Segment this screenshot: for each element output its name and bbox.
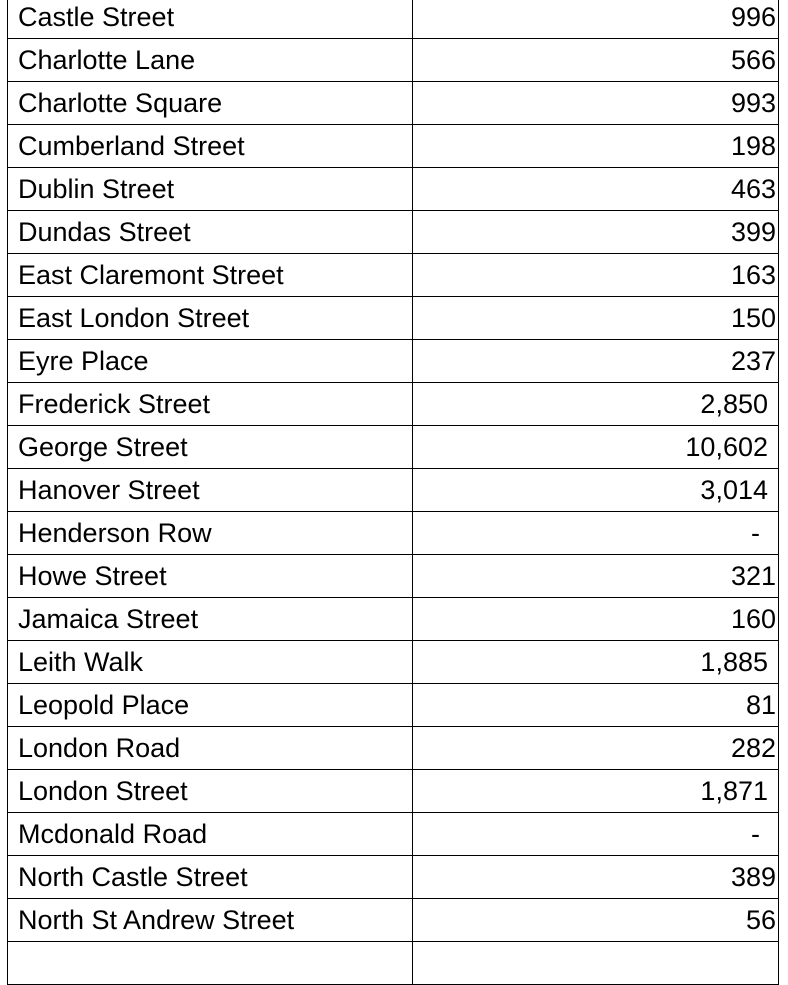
street-name-cell[interactable]: East Claremont Street — [8, 254, 413, 297]
street-value-cell[interactable]: 463 — [413, 168, 779, 211]
table-row — [8, 555, 779, 598]
street-values-table — [7, 0, 779, 985]
table-row — [8, 383, 779, 426]
table-row — [8, 469, 779, 512]
table-body — [8, 0, 779, 985]
table-row — [8, 340, 779, 383]
street-value-cell[interactable]: 10,602 — [413, 426, 779, 469]
table-row — [8, 813, 779, 856]
street-name-cell[interactable]: Frederick Street — [8, 383, 413, 426]
street-name-cell[interactable]: Leopold Place — [8, 684, 413, 727]
table-row — [8, 254, 779, 297]
street-name-cell[interactable]: Charlotte Square — [8, 82, 413, 125]
street-name-cell[interactable]: Hanover Street — [8, 469, 413, 512]
street-value-cell[interactable]: 163 — [413, 254, 779, 297]
street-name-cell[interactable]: Dundas Street — [8, 211, 413, 254]
table-row — [8, 168, 779, 211]
street-value-cell[interactable]: 399 — [413, 211, 779, 254]
street-name-cell[interactable]: Jamaica Street — [8, 598, 413, 641]
table-row — [8, 641, 779, 684]
street-value-cell[interactable]: 566 — [413, 39, 779, 82]
table-row — [8, 426, 779, 469]
table-row — [8, 211, 779, 254]
street-value-cell[interactable]: 198 — [413, 125, 779, 168]
street-name-cell[interactable]: Mcdonald Road — [8, 813, 413, 856]
table-row — [8, 899, 779, 942]
street-name-cell[interactable]: Castle Street — [8, 0, 413, 39]
street-value-cell[interactable]: 2,850 — [413, 383, 779, 426]
table-row — [8, 297, 779, 340]
street-value-cell[interactable]: 993 — [413, 82, 779, 125]
street-name-cell[interactable]: Eyre Place — [8, 340, 413, 383]
street-value-cell[interactable]: 160 — [413, 598, 779, 641]
table-row — [8, 942, 779, 985]
street-value-cell[interactable]: 389 — [413, 856, 779, 899]
street-name-cell[interactable] — [8, 942, 413, 985]
street-value-cell[interactable]: 3,014 — [413, 469, 779, 512]
street-value-cell[interactable]: - — [413, 813, 779, 856]
street-name-cell[interactable]: Leith Walk — [8, 641, 413, 684]
street-value-cell[interactable]: 56 — [413, 899, 779, 942]
table-row — [8, 770, 779, 813]
table-row — [8, 125, 779, 168]
street-name-cell[interactable]: London Street — [8, 770, 413, 813]
street-name-cell[interactable]: Henderson Row — [8, 512, 413, 555]
table-row — [8, 82, 779, 125]
table-row — [8, 0, 779, 39]
street-value-cell[interactable]: 321 — [413, 555, 779, 598]
table-row — [8, 598, 779, 641]
street-name-cell[interactable]: Charlotte Lane — [8, 39, 413, 82]
table-row — [8, 856, 779, 899]
table-row — [8, 727, 779, 770]
street-name-cell[interactable]: Howe Street — [8, 555, 413, 598]
street-value-cell[interactable]: 81 — [413, 684, 779, 727]
street-value-cell[interactable]: 237 — [413, 340, 779, 383]
street-name-cell[interactable]: London Road — [8, 727, 413, 770]
street-name-cell[interactable]: North St Andrew Street — [8, 899, 413, 942]
street-value-cell[interactable]: 1,871 — [413, 770, 779, 813]
street-value-cell[interactable]: 282 — [413, 727, 779, 770]
street-name-cell[interactable]: Cumberland Street — [8, 125, 413, 168]
street-name-cell[interactable]: North Castle Street — [8, 856, 413, 899]
street-name-cell[interactable]: George Street — [8, 426, 413, 469]
street-value-cell[interactable]: 996 — [413, 0, 779, 39]
street-name-cell[interactable]: Dublin Street — [8, 168, 413, 211]
street-value-cell[interactable]: 150 — [413, 297, 779, 340]
street-value-cell[interactable] — [413, 942, 779, 985]
street-name-cell[interactable]: East London Street — [8, 297, 413, 340]
table-row — [8, 684, 779, 727]
table-row — [8, 39, 779, 82]
table-row — [8, 512, 779, 555]
street-value-cell[interactable]: 1,885 — [413, 641, 779, 684]
street-value-cell[interactable]: - — [413, 512, 779, 555]
